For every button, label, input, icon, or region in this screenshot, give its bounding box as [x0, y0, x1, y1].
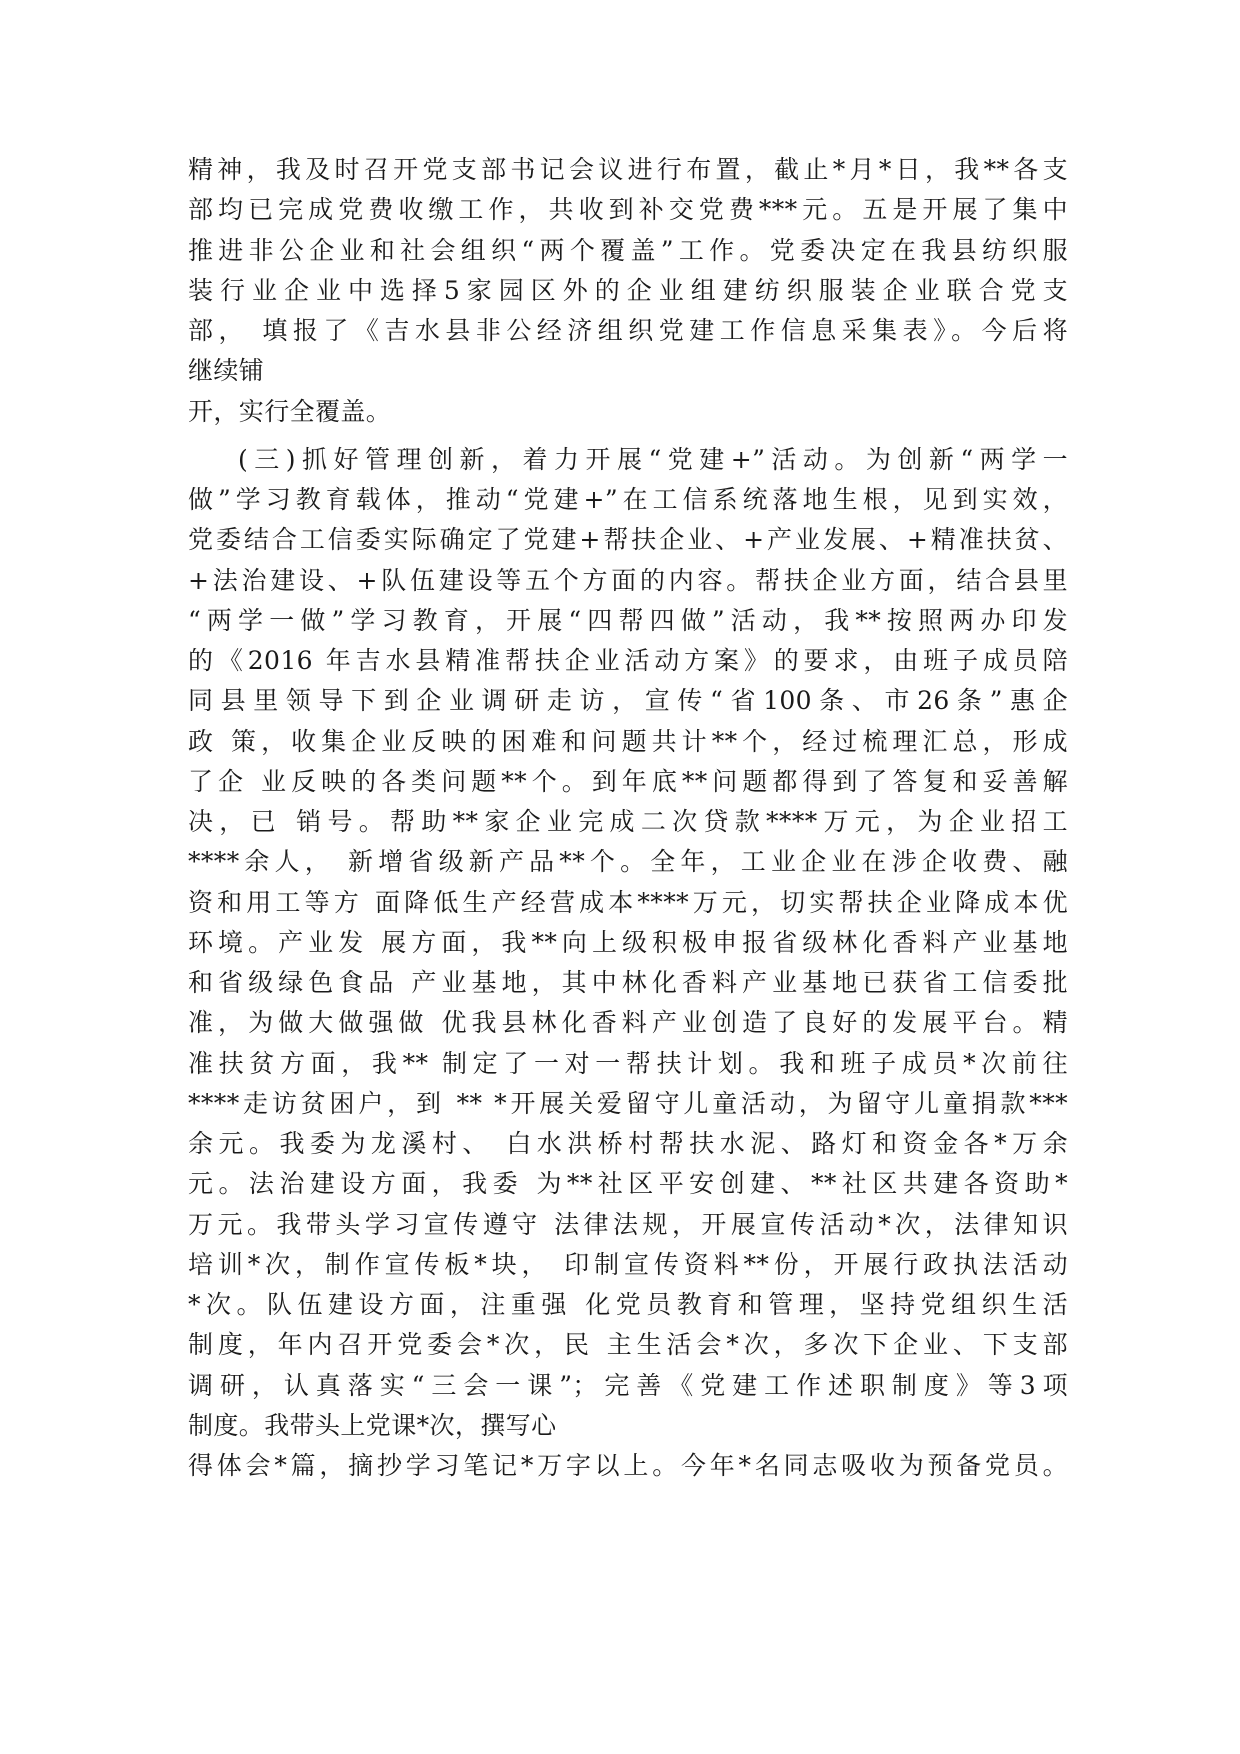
- text-line: 制度。我带头上党课*次，撰写心: [188, 1410, 557, 1440]
- section-heading-line: (三)抓好管理创新，着力开展“党建+”活动。为创新“两学一: [238, 444, 1068, 474]
- text-line: ****走访贫困户，到 ** *开展关爱留守儿童活动，为留守儿童捐款***: [188, 1088, 1068, 1118]
- text-line: 装行业企业中选择5家园区外的企业组建纺织服装企业联合党支: [188, 275, 1068, 305]
- text-line: 决，已 销号。帮助**家企业完成二次贷款****万元，为企业招工: [188, 807, 1068, 836]
- text-line: 开，实行全覆盖。: [188, 396, 392, 426]
- text-line: 了企 业反映的各类问题**个。到年底**问题都得到了答复和妥善解: [188, 766, 1068, 796]
- text-line: 做”学习教育载体，推动“党建+”在工信系统落地生根，见到实效，: [188, 485, 1068, 514]
- text-line: 政 策，收集企业反映的困难和问题共计**个，经过梳理汇总，形成: [188, 726, 1068, 756]
- text-line: 准扶贫方面，我** 制定了一对一帮扶计划。我和班子成员*次前往: [188, 1048, 1068, 1078]
- text-line: 调研，认真落实“三会一课”；完善《党建工作述职制度》等3项: [188, 1370, 1068, 1400]
- body-text: [188, 150, 1068, 1486]
- text-line: “两学一做”学习教育，开展“四帮四做”活动，我**按照两办印发: [188, 605, 1068, 635]
- text-line: 精神，我及时召开党支部书记会议进行布置，截止*月*日，我**各支: [188, 155, 1068, 184]
- text-line: 余元。我委为龙溪村、 白水洪桥村帮扶水泥、路灯和资金各*万余: [188, 1129, 1068, 1158]
- text-line: 万元。我带头学习宣传遵守 法律法规，开展宣传活动*次，法律知识: [188, 1209, 1068, 1239]
- text-line: 继续铺: [188, 356, 265, 386]
- text-line: 得体会*篇，摘抄学习笔记*万字以上。今年*名同志吸收为预备党员。: [188, 1451, 1068, 1480]
- text-line: 资和用工等方 面降低生产经营成本****万元，切实帮扶企业降成本优: [188, 887, 1068, 917]
- text-line: 准，为做大做强做 优我县林化香料产业创造了良好的发展平台。精: [188, 1008, 1068, 1038]
- text-line: 的《2016 年吉水县精准帮扶企业活动方案》的要求，由班子成员陪: [188, 646, 1068, 675]
- text-line: 元。法治建设方面，我委 为**社区平安创建、**社区共建各资助*: [188, 1169, 1068, 1199]
- text-line: 部， 填报了《吉水县非公经济组织党建工作信息采集表》。今后将: [188, 316, 1068, 345]
- text-line: 环境。产业发 展方面，我**向上级积极申报省级林化香料产业基地: [188, 927, 1068, 957]
- text-line: 推进非公企业和社会组织“两个覆盖”工作。党委决定在我县纺织服: [188, 235, 1068, 265]
- text-line: 部均已完成党费收缴工作，共收到补交党费***元。五是开展了集中: [188, 195, 1068, 225]
- text-line: +法治建设、+队伍建设等五个方面的内容。帮扶企业方面，结合县里: [188, 565, 1068, 595]
- text-line: 制度，年内召开党委会*次，民 主生活会*次，多次下企业、下支部: [188, 1330, 1068, 1360]
- text-line: 党委结合工信委实际确定了党建+帮扶企业、+产业发展、+精准扶贫、: [188, 525, 1068, 555]
- text-line: ****余人， 新增省级新产品**个。全年，工业企业在涉企收费、融: [188, 847, 1068, 877]
- text-line: 同县里领导下到企业调研走访，宣传“省100条、市26条”惠企: [188, 686, 1068, 716]
- text-line: 培训*次，制作宣传板*块， 印制宣传资料**份，开展行政执法活动: [188, 1249, 1068, 1279]
- text-line: 和省级绿色食品 产业基地，其中林化香料产业基地已获省工信委批: [188, 968, 1068, 997]
- text-line: *次。队伍建设方面，注重强 化党员教育和管理，坚持党组织生活: [188, 1290, 1068, 1319]
